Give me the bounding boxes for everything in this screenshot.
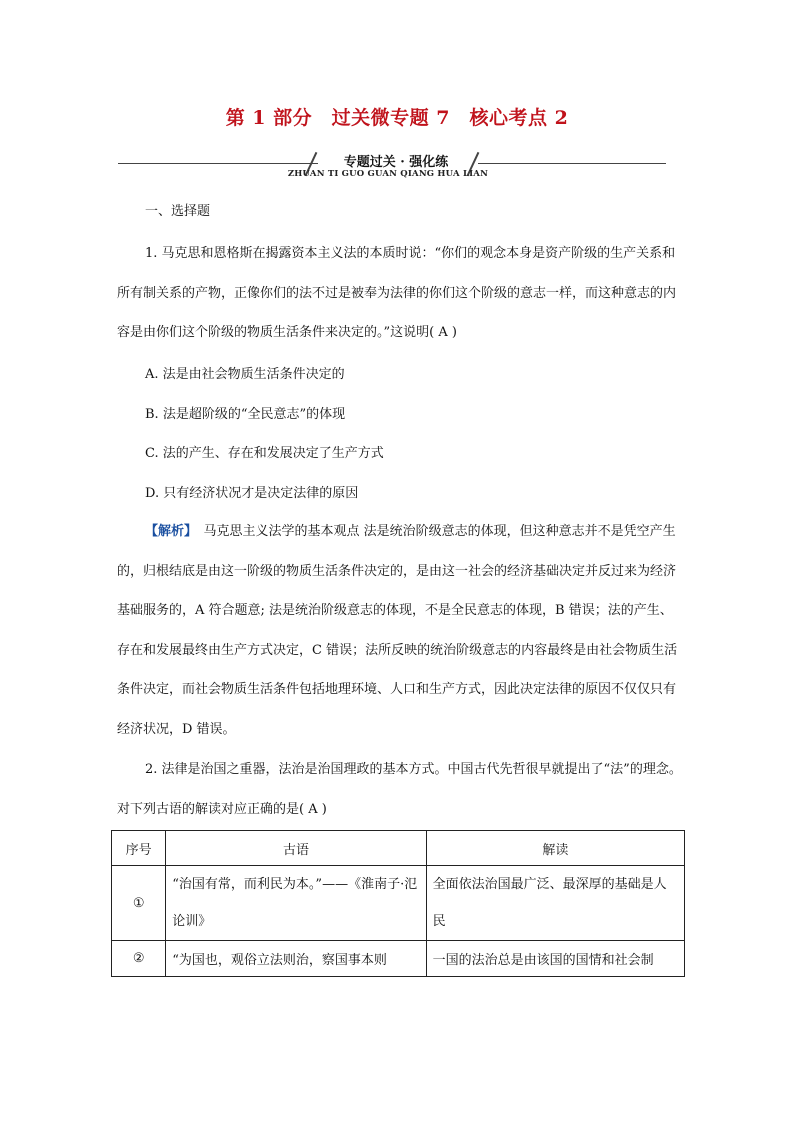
question-1-option-a: A. 法是由社会物质生活条件决定的 — [145, 367, 345, 382]
table-header-number: 序号 — [112, 831, 166, 866]
question-1-option-c: C. 法的产生、存在和发展决定了生产方式 — [145, 446, 384, 461]
row-quote: “为国也，观俗立法则治，察国事本则 — [166, 941, 426, 977]
question-1-option-b: B. 法是超阶级的“全民意志”的体现 — [145, 407, 346, 422]
question-1-option-d: D. 只有经济状况才是决定法律的原因 — [145, 486, 359, 501]
section-heading: 一、选择题 — [145, 204, 211, 219]
section-banner — [118, 148, 666, 184]
banner-subtitle: ZHUAN TI GUO GUAN QIANG HUA LIAN — [287, 169, 489, 179]
row-quote: “治国有常，而利民为本。”——《淮南子·氾论训》 — [166, 866, 426, 941]
row-number: ② — [112, 941, 166, 977]
question-1-stem: 1. 马克思和恩格斯在揭露资本主义法的本质时说：“你们的观念本身是资产阶级的生产关系和所有制关系的产物，正像你们的法不过是被奉为法律的你们这个阶级的意志一样，而这种意志的内容是由你们这个阶级的物质生活条件来决定的。”这说明( A ) — [117, 246, 677, 340]
analysis-tag: 【解析】 — [145, 524, 191, 539]
page-title: 第 1 部分 过关微专题 7 核心考点 2 — [225, 107, 569, 129]
question-2-table — [111, 830, 685, 977]
table-header-row — [112, 831, 685, 866]
row-reading: 一国的法治总是由该国的国情和社会制 — [426, 941, 684, 977]
table-header-reading: 解读 — [426, 831, 684, 866]
row-reading: 全面依法治国最广泛、最深厚的基础是人民 — [426, 866, 684, 941]
banner-title: 专题过关 · 强化练 — [343, 155, 449, 170]
analysis-text: 马克思主义法学的基本观点 法是统治阶级意志的体现，但这种意志并不是凭空产生的，归根结底是由这一阶级的物质生活条件决定的，是由这一社会的经济基础决定并反过来为经济基础服务的，A 符合题意; 法是统治阶级意志的体现，不是全民意志的体现，B 错误；法的产生、存在和发展最终由生产方式决定，C 错误；法所反映的统治阶级意志的内容最终是由社会物质生活条件决定，而社会物质生活条件包括地理环境、人口和生产方式，因此决定法律的原因不仅仅只有经济状况，D 错误。 — [117, 524, 678, 737]
table-row — [112, 941, 685, 977]
table-row — [112, 866, 685, 941]
banner-line-left — [118, 163, 318, 164]
table-header-quote: 古语 — [166, 831, 426, 866]
question-1-analysis — [117, 512, 683, 749]
banner-line-right — [478, 163, 666, 164]
question-2-stem: 2. 法律是治国之重器，法治是治国理政的基本方式。中国古代先哲很早就提出了“法”的理念。对下列古语的解读对应正确的是( A ) — [117, 762, 682, 817]
row-number: ① — [112, 866, 166, 941]
